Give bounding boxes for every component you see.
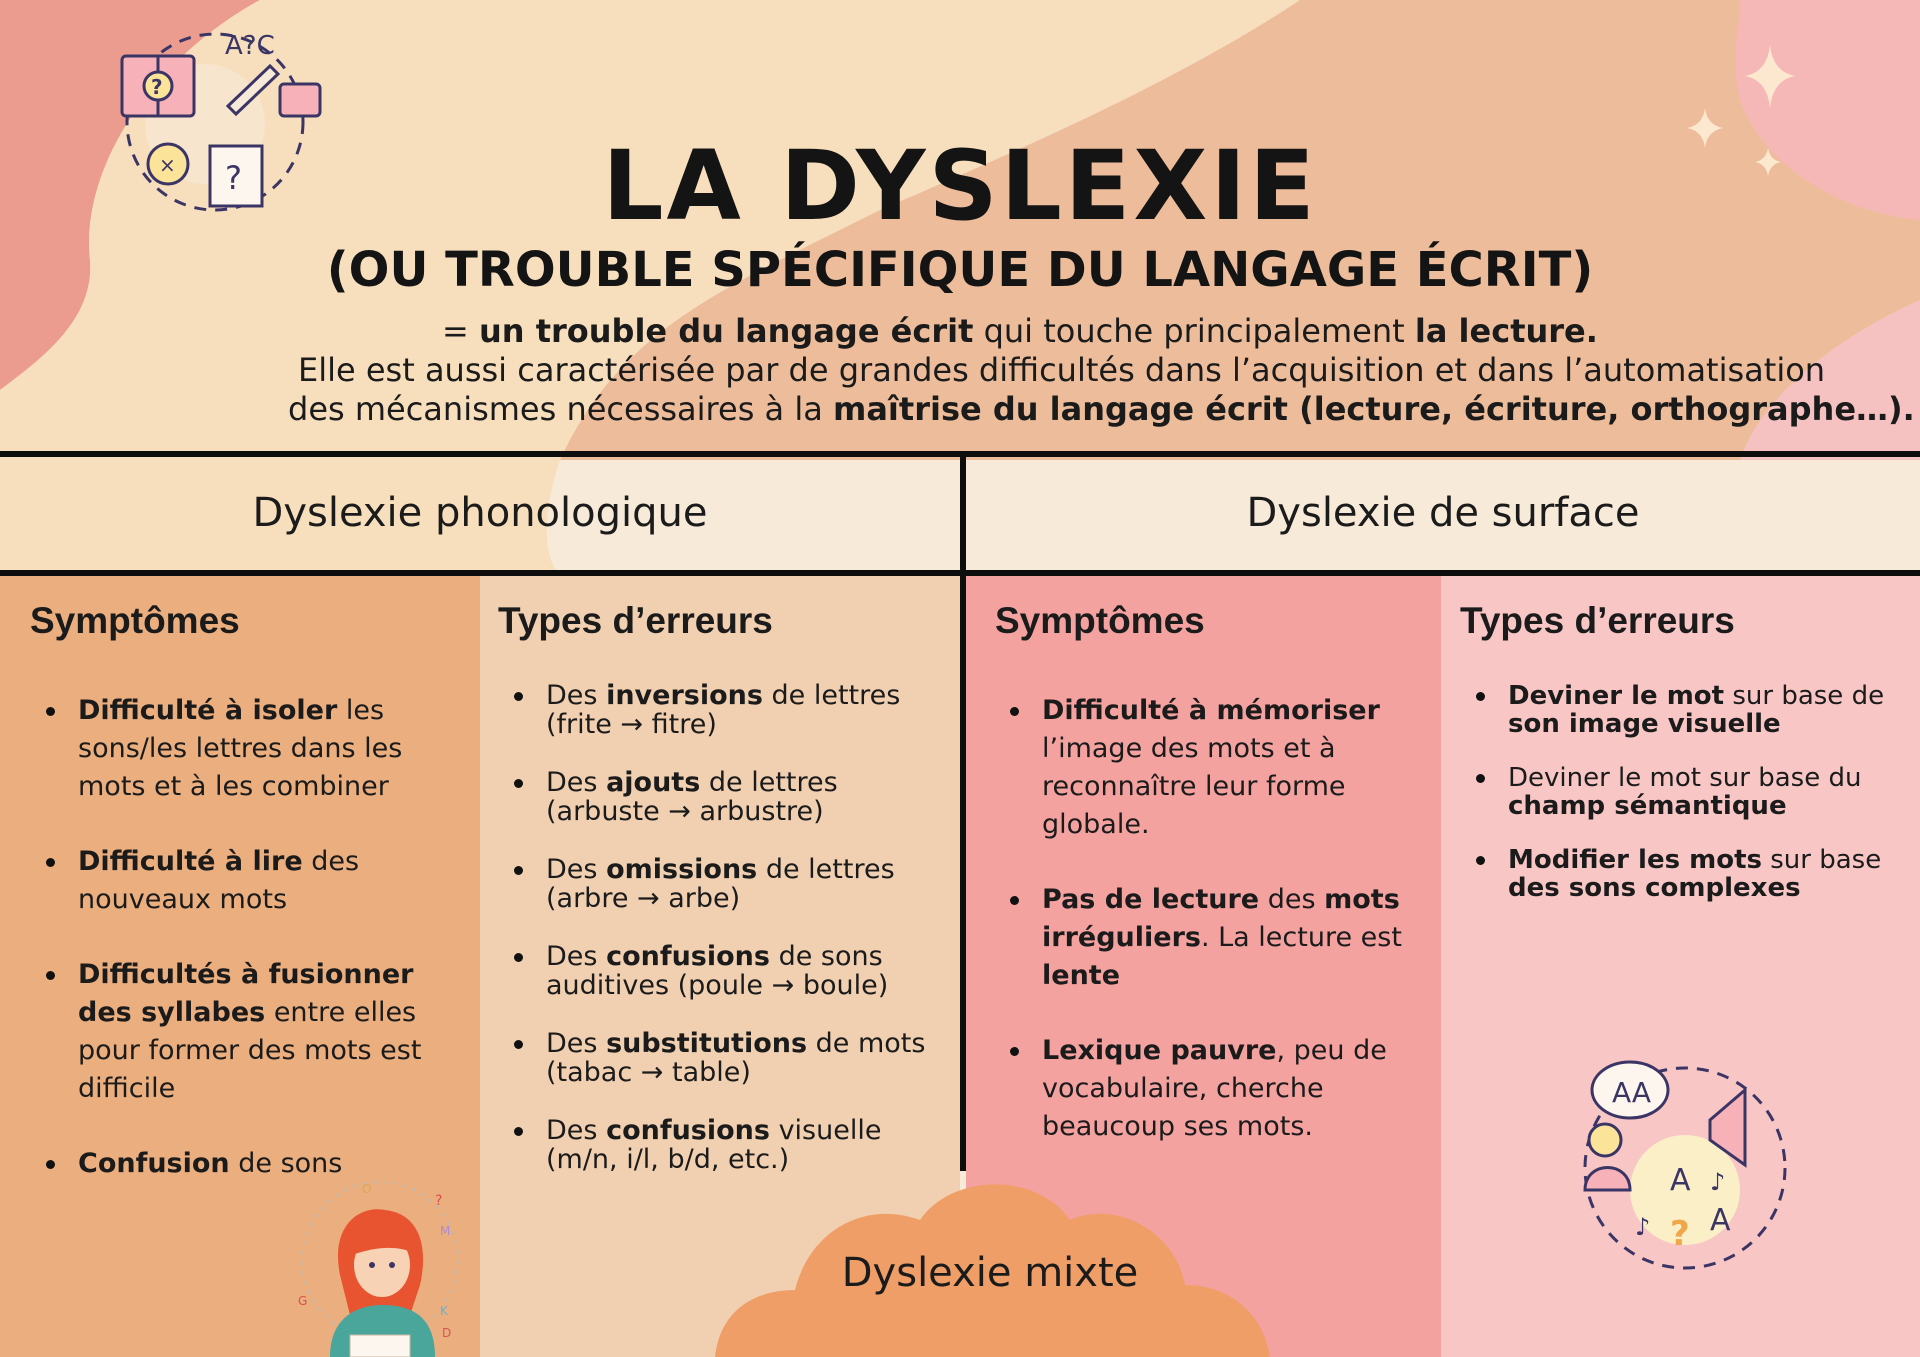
phono-errors-list	[500, 681, 940, 1203]
surface-errors-title: Types d’erreurs	[1460, 600, 1735, 641]
page-title: LA DYSLEXIE	[602, 130, 1318, 242]
list-item: Des ajouts de lettres (arbuste → arbustre)	[500, 768, 940, 826]
phono-symptoms-list	[32, 692, 452, 1220]
svg-text:K: K	[440, 1304, 448, 1318]
list-item: Des substitutions de mots (tabac → table)	[500, 1029, 940, 1087]
intro-line-2: Elle est aussi caractérisée par de grandes difficultés dans l’acquisition et dans l’automatisation	[298, 351, 1826, 389]
svg-text:♪: ♪	[1635, 1213, 1651, 1241]
list-item: Difficulté à mémoriser l’image des mots et à reconnaître leur forme globale.	[996, 692, 1406, 844]
svg-text:O: O	[362, 1182, 372, 1196]
list-item: Deviner le mot sur base du champ sémantique	[1462, 764, 1912, 820]
intro-eq: =	[442, 312, 479, 350]
svg-text:A: A	[1670, 1163, 1691, 1198]
surface-errors-list	[1462, 682, 1912, 928]
intro-mastery: maîtrise du langage écrit (lecture, écriture, orthographe…).	[832, 390, 1915, 428]
thinking-girl-icon	[290, 1165, 470, 1357]
intro-reading: la lecture.	[1414, 312, 1598, 350]
list-item: Difficulté à lire des nouveaux mots	[32, 843, 452, 919]
listening-sounds-icon	[1560, 1040, 1810, 1280]
header-phonologique: Dyslexie phonologique	[252, 490, 708, 536]
divider-vertical	[960, 451, 966, 1171]
page-subtitle: (OU TROUBLE SPÉCIFIQUE DU LANGAGE ÉCRIT)	[326, 242, 1594, 298]
list-item: Des confusions de sons auditives (poule → boule)	[500, 942, 940, 1000]
phono-errors-title: Types d’erreurs	[498, 600, 773, 641]
list-item: Des inversions de lettres (frite → fitre)	[500, 681, 940, 739]
svg-text:?: ?	[435, 1193, 443, 1209]
svg-text:×: ×	[159, 153, 176, 177]
logo-text: A?C	[225, 31, 275, 61]
list-item: Pas de lecture des mots irréguliers. La lecture est lente	[996, 881, 1406, 995]
list-item: Difficultés à fusionner des syllabes entre elles pour former des mots est difficile	[32, 956, 452, 1108]
svg-text:?: ?	[151, 75, 163, 99]
svg-text:?: ?	[1670, 1214, 1690, 1254]
dyslexie-mixte-label: Dyslexie mixte	[841, 1250, 1139, 1296]
list-item: Des omissions de lettres (arbre → arbe)	[500, 855, 940, 913]
intro-text-3: des mécanismes nécessaires à la	[288, 390, 833, 428]
intro-line-3	[288, 390, 1915, 428]
svg-text:M: M	[440, 1224, 451, 1238]
list-item: Confusion de sons	[32, 1145, 452, 1183]
list-item: Lexique pauvre, peu de vocabulaire, cherche beaucoup ses mots.	[996, 1032, 1406, 1146]
intro-text: qui touche principalement	[973, 312, 1415, 350]
phono-symptoms-title: Symptômes	[30, 600, 240, 641]
svg-text:?: ?	[225, 159, 242, 197]
svg-text:AA: AA	[1612, 1076, 1652, 1109]
header-surface: Dyslexie de surface	[1246, 490, 1640, 536]
svg-text:A: A	[1710, 1203, 1731, 1238]
svg-text:G: G	[298, 1294, 308, 1308]
intro-line-1	[442, 312, 1598, 350]
intro-key-term: un trouble du langage écrit	[478, 312, 974, 350]
reading-writing-logo-icon	[110, 14, 325, 214]
sparkle-icon	[1665, 20, 1805, 180]
surface-symptoms-list	[996, 692, 1406, 1183]
surface-symptoms-title: Symptômes	[995, 600, 1205, 641]
list-item: Modifier les mots sur base des sons complexes	[1462, 846, 1912, 902]
svg-text:D: D	[442, 1326, 452, 1340]
list-item: Deviner le mot sur base de son image visuelle	[1462, 682, 1912, 738]
list-item: Des confusions visuelle (m/n, i/l, b/d, etc.)	[500, 1116, 940, 1174]
svg-text:♪: ♪	[1710, 1168, 1726, 1196]
list-item: Difficulté à isoler les sons/les lettres dans les mots et à les combiner	[32, 692, 452, 806]
